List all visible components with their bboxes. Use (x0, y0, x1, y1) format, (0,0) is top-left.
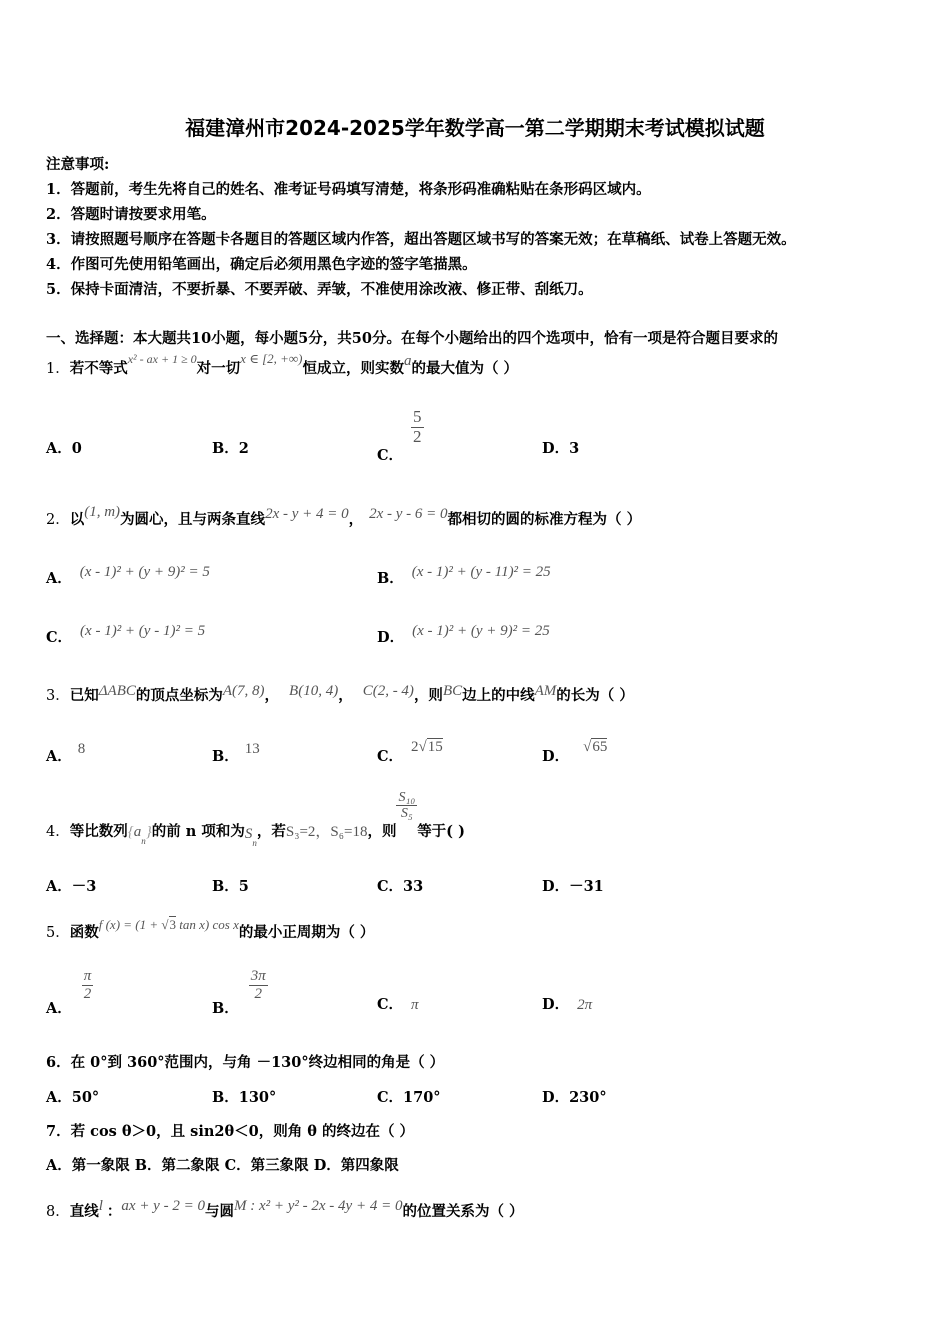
fraction (411, 408, 424, 446)
q-text: 直线 (69, 1203, 99, 1220)
option-a[interactable] (46, 737, 86, 765)
question-8 (46, 1200, 524, 1221)
option-label: B． (377, 570, 404, 587)
q-text: 的长为（ ） (556, 687, 634, 704)
brace-close: } (145, 823, 152, 840)
option-b[interactable] (212, 968, 268, 1017)
question-6: 6．在 0°到 360°范围内，与角 －130°终边相同的角是（ ） (46, 1054, 445, 1071)
q-text: 与圆 (204, 1203, 234, 1220)
math-expr: x ∈ [2, +∞) (240, 351, 303, 366)
option-d[interactable]: D．230° (542, 1089, 607, 1106)
q-text: ，若 (256, 822, 286, 840)
option-a[interactable] (46, 560, 210, 587)
q-text: 的最小正周期为（ ） (238, 924, 375, 941)
math-expr: a (133, 823, 142, 840)
options-row[interactable]: A．第一象限 B．第二象限 C．第三象限 D．第四象限 (46, 1157, 399, 1174)
math-expr: tan x) cos x (176, 917, 239, 932)
q-text: ， (348, 511, 364, 528)
sqrt-sign: √ (583, 739, 592, 755)
math-expr: π (411, 997, 419, 1013)
option-a[interactable]: A．－3 (46, 878, 97, 895)
option-a[interactable] (46, 968, 93, 1017)
q-text: 的顶点坐标为 (135, 687, 223, 704)
math-expr: (x - 1)² + (y - 1)² = 5 (80, 623, 206, 639)
q-text: ，则 (367, 822, 397, 840)
q-text: 对一切 (196, 360, 241, 377)
question-number: 5． (46, 925, 70, 941)
option-c[interactable] (377, 407, 424, 465)
option-label: A． (46, 748, 72, 765)
question-number: 2． (46, 512, 70, 528)
q-text: ， (264, 687, 280, 704)
notice-item: 1．答题前，考生先将自己的姓名、准考证号码填写清楚，将条形码准确粘贴在条形码区域内。 (46, 181, 651, 198)
option-label: D． (542, 748, 570, 765)
option-a[interactable]: A．0 (46, 440, 82, 457)
q-text: 等于( ) (417, 822, 465, 840)
question-4 (46, 790, 465, 848)
math-expr: B(10, 4) (289, 683, 339, 699)
math-expr: S₃=2，S₆=18 (285, 823, 368, 840)
sqrt-sign: √ (161, 917, 169, 932)
q-text: 的前 n 项和为 (151, 822, 245, 840)
q-text: ， (338, 687, 353, 704)
page-title: 福建漳州市2024-2025学年数学高一第二学期期末考试模拟试题 (185, 116, 765, 140)
sqrt-radicand: 3 (169, 917, 177, 932)
math-expr: 8 (77, 741, 86, 757)
fraction (82, 968, 94, 1002)
sqrt-radicand: 65 (592, 739, 608, 755)
option-b[interactable]: B．2 (212, 440, 249, 457)
math-subscript: n (141, 835, 146, 846)
option-label: B． (212, 1000, 239, 1017)
notice-item: 2．答题时请按要求用笔。 (46, 206, 216, 223)
math-expr: (x - 1)² + (y - 11)² = 25 (411, 564, 551, 580)
q-text: 都相切的圆的标准方程为（ ） (447, 511, 642, 528)
option-d[interactable] (377, 619, 550, 646)
math-expr: l (98, 1198, 103, 1214)
option-label: C． (46, 629, 73, 646)
q-text: 的最大值为（ ） (411, 360, 519, 377)
math-expr: 2x - y + 4 = 0 (265, 506, 349, 522)
math-expr: f (x) = (1 + (98, 917, 162, 932)
option-c[interactable] (377, 993, 419, 1014)
math-expr: (1, m) (84, 504, 121, 520)
option-b[interactable] (377, 560, 551, 587)
question-number: 8． (46, 1204, 70, 1220)
numerator: 5 (413, 407, 422, 426)
option-d[interactable] (542, 993, 592, 1014)
option-label: C． (377, 748, 404, 765)
q-text: 等比数列 (69, 822, 128, 840)
question-number: 3． (46, 688, 70, 704)
math-expr: ax + y - 2 = 0 (121, 1198, 205, 1214)
question-number: 4． (46, 823, 70, 840)
denominator: 2 (413, 426, 422, 446)
q-text: 若不等式 (69, 360, 128, 377)
option-label: B． (212, 748, 239, 765)
numerator: 3π (250, 968, 266, 984)
q-text: ： (106, 1203, 122, 1220)
question-5 (46, 917, 375, 942)
math-expr: 2π (577, 997, 593, 1013)
option-label: A． (46, 1000, 72, 1017)
option-c[interactable]: C．33 (377, 878, 424, 895)
denominator: S₅ (400, 806, 413, 822)
option-d[interactable]: D．3 (542, 440, 580, 457)
q-text: ，则 (413, 687, 443, 704)
sqrt-radicand: 15 (427, 739, 443, 755)
option-c[interactable] (46, 619, 206, 646)
math-expr: (x - 1)² + (y + 9)² = 25 (412, 623, 550, 639)
option-label: A． (46, 570, 72, 587)
section-heading: 一、选择题：本大题共10小题，每小题5分，共50分。在每个小题给出的四个选项中，恰有一项是符合题目要求的 (46, 330, 778, 347)
option-a[interactable]: A．50° (46, 1089, 100, 1106)
option-c[interactable] (377, 735, 443, 765)
question-7: 7．若 cos θ＞0，且 sin2θ＜0，则角 θ 的终边在（ ） (46, 1123, 415, 1140)
math-expr: C(2, - 4) (362, 683, 414, 699)
q-text: 为圆心，且与两条直线 (120, 511, 266, 528)
option-d[interactable] (542, 735, 608, 765)
option-b[interactable]: B．130° (212, 1089, 277, 1106)
fraction (396, 790, 417, 822)
question-3 (46, 684, 634, 705)
q-text: 的位置关系为（ ） (402, 1203, 524, 1220)
notice-item: 3．请按照题号顺序在答题卡各题目的答题区域内作答，超出答题区域书写的答案无效；在草稿纸、试卷上答题无效。 (46, 231, 796, 248)
option-b[interactable] (212, 737, 260, 765)
sqrt-sign: √ (418, 739, 427, 755)
q-text: 恒成立，则实数 (302, 360, 404, 377)
q-text: 已知 (69, 687, 99, 704)
denominator: 2 (83, 985, 92, 1002)
question-number: 1． (46, 361, 70, 377)
q-text: 函数 (69, 924, 99, 941)
math-expr: (x - 1)² + (y + 9)² = 5 (79, 564, 210, 580)
math-subscript: n (252, 837, 257, 848)
q-text: 以 (69, 511, 85, 528)
math-expr: S (244, 825, 253, 842)
notice-item: 4．作图可先使用铅笔画出，确定后必须用黑色字迹的签字笔描黑。 (46, 256, 477, 273)
math-expr: a (404, 353, 412, 369)
math-expr: BC (442, 683, 463, 699)
math-expr: M : x² + y² - 2x - 4y + 4 = 0 (233, 1198, 403, 1214)
option-c[interactable]: C．170° (377, 1089, 441, 1106)
option-d[interactable]: D．－31 (542, 878, 604, 895)
math-expr: 13 (244, 741, 260, 757)
numerator: S₁₀ (398, 790, 416, 805)
option-label: D． (377, 629, 405, 646)
math-expr: x² - ax + 1 ≥ 0 (127, 352, 197, 366)
question-2 (46, 504, 642, 529)
q-text: 边上的中线 (462, 687, 535, 704)
math-expr: A(7, 8) (222, 683, 265, 699)
math-expr: ΔABC (98, 683, 136, 699)
math-expr: AM (534, 683, 557, 699)
denominator: 2 (254, 985, 263, 1002)
option-b[interactable]: B．5 (212, 878, 249, 895)
fraction (249, 968, 268, 1002)
numerator: π (83, 968, 92, 984)
question-1 (46, 351, 519, 378)
notice-item: 5．保持卡面清洁，不要折暴、不要弄破、弄皱，不准使用涂改液、修正带、刮纸刀。 (46, 281, 593, 298)
math-expr: 2 (411, 739, 419, 755)
option-label: C． (377, 447, 404, 465)
option-label: D． (542, 996, 570, 1013)
option-label: C． (377, 996, 404, 1013)
notice-heading: 注意事项: (46, 156, 110, 173)
brace-open: { (127, 823, 134, 840)
math-expr: 2x - y - 6 = 0 (369, 506, 448, 522)
